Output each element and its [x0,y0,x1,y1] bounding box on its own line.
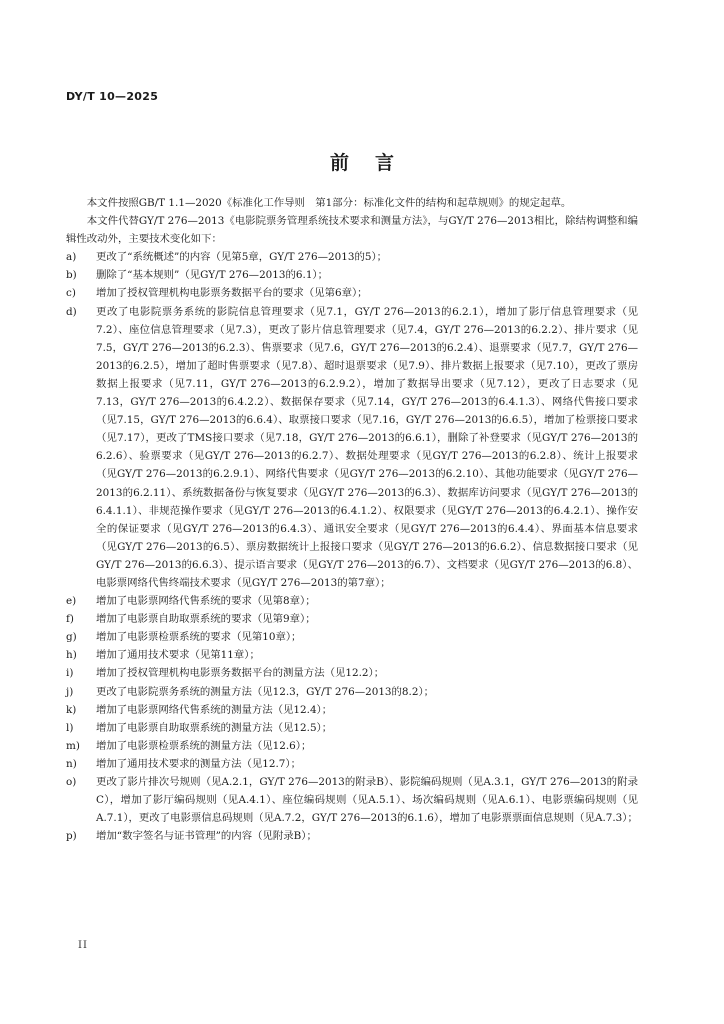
list-item-text: 更改了“系统概述”的内容（见第5章，GY/T 276—2013的5）； [96,251,388,264]
list-item-label: m) [66,739,80,752]
list-item [66,303,638,593]
list-item [66,284,638,302]
intro-paragraph: 本文件代替GY/T 276—2013《电影院票务管理系统技术要求和测量方法》，与GY/T 276—2013相比，除结构调整和编辑性改动外，主要技术变化如下： [66,215,638,246]
document-number: DY/T 10—2025 [66,90,159,103]
list-item-text: 增加了电影票自助取票系统的要求（见第9章）； [96,613,316,626]
document-body [66,194,638,845]
list-item-text: 更改了电影院票务系统的影院信息管理要求（见7.1，GY/T 276—2013的6.2.1），增加了影厅信息管理要求（见7.2）、座位信息管理要求（见7.3），更改了影片信息管理要求（见7.4，GY/T 276—2013的6.2.2）、排片要求（见7.5，GY/T 276—2013的6.2.3）、售票要求（见7.6，GY/T 276—2013的6.2.4）、退票要求（见7.7，GY/T 276—2013的6.2.5），增加了超时售票要求（见7.8）、超时退票要求（见7.9）、排片数据上报要求（见7.10），更改了票房数据上报要求（见7.11，GY/T 276—2013的6.2.9.2），增加了数据导出要求（见7.12），更改了日志要求（见7.13，GY/T 276—2013的6.4.2.2）、数据保存要求（见7.14，GY/T 276—2013的6.4.1.3）、网络代售接口要求（见7.15，GY/T 276—2013的6.6.4）、取票接口要求（见7.16，GY/T 276—2013的6.6.5），增加了检票接口要求（见7.17），更改了TMS接口要求（见7.18，GY/T 276—2013的6.6.1），删除了补登要求（见GY/T 276—2013的6.2.6）、验票要求（见GY/T 276—2013的6.2.7）、数据处理要求（见GY/T 276—2013的6.2.8）、统计上报要求（见GY/T 276—2013的6.2.9.1）、网络代售要求（见GY/T 276—2013的6.2.10）、其他功能要求（见GY/T 276—2013的6.2.11）、系统数据备份与恢复要求（见GY/T 276—2013的6.3）、数据库访问要求（见GY/T 276—2013的6.4.1.1）、非规范操作要求（见GY/T 276—2013的6.4.1.2）、权限要求（见GY/T 276—2013的6.4.2.1）、操作安全的保证要求（见GY/T 276—2013的6.4.3）、通讯安全要求（见GY/T 276—2013的6.4.4）、界面基本信息要求（见GY/T 276—2013的6.5）、票房数据统计上报接口要求（见GY/T 276—2013的6.6.2）、信息数据接口要求（见GY/T 276—2013的6.6.3）、提示语言要求（见GY/T 276—2013的6.7）、文档要求（见GY/T 276—2013的6.8）、电影票网络代售终端技术要求（见GY/T 276—2013的第7章）； [96,305,638,589]
list-item [66,719,638,737]
list-item [66,592,638,610]
list-item-label: g) [66,631,77,644]
list-item-text: 更改了电影院票务系统的测量方法（见12.3，GY/T 276—2013的8.2）； [96,685,435,698]
list-item [66,266,638,284]
list-item [66,610,638,628]
list-item-label: h) [66,649,77,662]
list-item-text: 增加了授权管理机构电影票务数据平台的要求（见第6章）； [96,287,368,300]
list-item-label: d) [66,305,77,318]
list-item-label: o) [66,776,77,788]
list-item-label: f) [66,613,74,626]
list-item-label: a) [66,251,77,264]
list-item-label: i) [66,667,74,680]
list-item-text: 更改了影片排次号规则（见A.2.1，GY/T 276—2013的附录B）、影院编码规则（见A.3.1，GY/T 276—2013的附录C），增加了影厅编码规则（见A.4.1）、座位编码规则（见A.5.1）、场次编码规则（见A.6.1）、电影票编码规则（见A.7.1），更改了电影票信息码规则（见A.7.2，GY/T 276—2013的6.1.6），增加了电影票票面信息规则（见A.7.3）； [96,776,638,825]
list-item-text: 增加了通用技术要求的测量方法（见12.7）； [96,757,301,770]
list-item-label: l) [66,721,74,734]
list-item-text: 增加“数字签名与证书管理”的内容（见附录B）； [96,830,317,843]
list-item [66,683,638,701]
list-item-label: j) [66,685,74,698]
list-item-label: b) [66,269,77,282]
list-item-text: 增加了电影票自助取票系统的测量方法（见12.5）； [96,721,333,734]
intro-paragraph: 本文件按照GB/T 1.1—2020《标准化工作导则 第1部分：标准化文件的结构和起草规则》的规定起草。 [86,197,572,209]
list-item-text: 增加了电影票网络代售系统的测量方法（见12.4）； [96,703,333,716]
list-item-text: 增加了通用技术要求（见第11章）； [96,649,260,662]
list-item [66,664,638,682]
list-item [66,755,638,773]
list-item [66,248,638,266]
list-item-label: n) [66,757,77,770]
list-item [66,827,638,845]
list-item-label: e) [66,595,77,608]
list-item-label: p) [66,830,77,843]
list-item [66,737,638,755]
page-number: II [78,940,88,951]
list-item-label: k) [66,703,77,716]
list-item [66,701,638,719]
list-item-label: c) [66,287,76,300]
page-title: 前言 [329,152,420,174]
list-item [66,628,638,646]
list-item-text: 增加了授权管理机构电影票务数据平台的测量方法（见12.2）； [96,667,385,680]
list-item-text: 增加了电影票检票系统的测量方法（见12.6）； [96,739,312,752]
change-list [66,248,638,845]
list-item [66,646,638,664]
list-item [66,773,638,827]
list-item-text: 增加了电影票检票系统的要求（见第10章）； [96,631,302,644]
list-item-text: 增加了电影票网络代售系统的要求（见第8章）； [96,595,316,608]
list-item-text: 删除了“基本规则”（见GY/T 276—2013的6.1）； [96,269,329,282]
